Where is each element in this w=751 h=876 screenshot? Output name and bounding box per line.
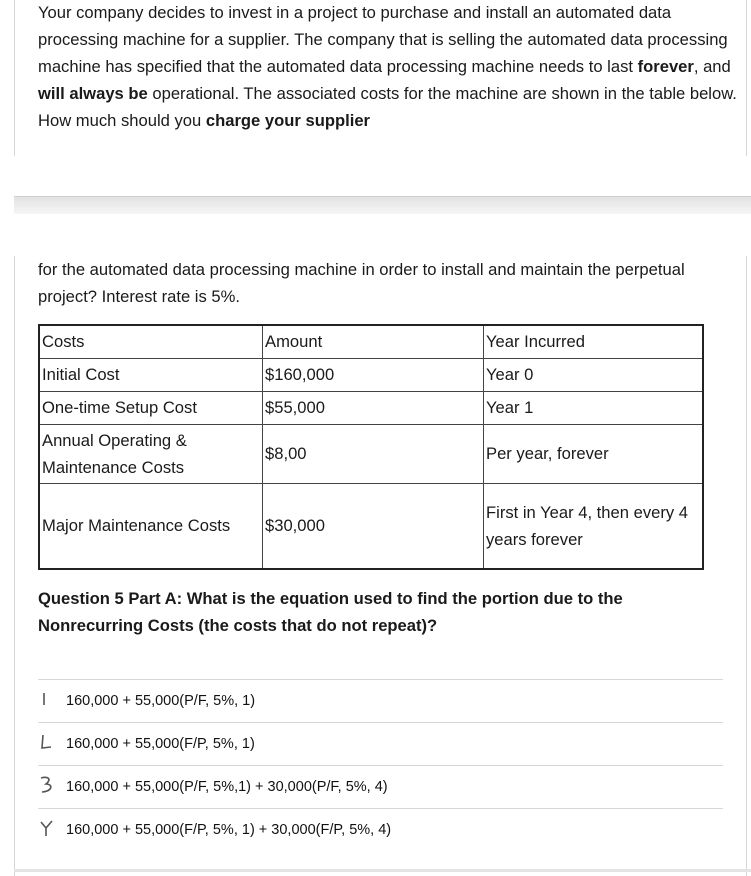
answer-option-4[interactable] [38, 808, 723, 851]
cell-cost: One-time Setup Cost [39, 391, 263, 424]
cell-amount: $160,000 [263, 358, 484, 391]
answer-option-2[interactable] [38, 722, 723, 765]
cell-year: Year 0 [484, 358, 704, 391]
table-row [39, 391, 703, 424]
table-row [39, 358, 703, 391]
intro-text-3: operational. The associated costs for the machine are shown in the table below. How much should you [38, 84, 737, 130]
handwritten-mark-4 [38, 817, 60, 844]
header-year-incurred: Year Incurred [484, 325, 704, 358]
intro-bold-charge: charge your supplier [205, 111, 371, 130]
answer-option-3[interactable] [38, 765, 723, 808]
answer-options [38, 679, 723, 851]
cell-year: Per year, forever [484, 424, 704, 483]
header-amount: Amount [263, 325, 484, 358]
header-costs: Costs [39, 325, 263, 358]
table-row [39, 424, 703, 483]
cell-amount: $55,000 [263, 391, 484, 424]
intro-paragraph [38, 0, 738, 134]
option-text: 160,000 + 55,000(F/P, 5%, 1) [66, 736, 255, 752]
table-header-row [39, 325, 703, 358]
intro-text-2: , and [693, 57, 731, 76]
continuation-paragraph: for the automated data processing machine in order to install and maintain the perpetual project? Interest rate is 5%. [38, 260, 685, 306]
option-text: 160,000 + 55,000(F/P, 5%, 1) + 30,000(F/P, 5%, 4) [66, 822, 392, 838]
intro-bold-forever: forever [637, 57, 694, 76]
handwritten-mark-2 [38, 732, 60, 757]
cell-cost: Initial Cost [39, 358, 263, 391]
handwritten-mark-3 [38, 774, 60, 801]
cell-cost: Annual Operating & Maintenance Costs [39, 424, 263, 483]
intro-bold-always: will always be [38, 84, 148, 103]
cell-cost: Major Maintenance Costs [39, 483, 263, 569]
intro-text-1: Your company decides to invest in a project to purchase and install an automated data processing machine for a supplier. The company that is selling the automated data processing machine has specified that the automated data processing machine needs to last [38, 3, 728, 76]
cell-year: Year 1 [484, 391, 704, 424]
cost-table [38, 324, 704, 570]
option-text: 160,000 + 55,000(P/F, 5%,1) + 30,000(P/F, 5%, 4) [66, 779, 388, 795]
handwritten-mark-1 [38, 689, 60, 714]
question-prompt: Question 5 Part A: What is the equation used to find the portion due to the Nonrecurring Costs (the costs that do not repeat)? [38, 589, 623, 635]
cell-amount: $30,000 [263, 483, 484, 569]
cell-year: First in Year 4, then every 4 years forever [484, 483, 704, 569]
table-row [39, 483, 703, 569]
section-divider [14, 196, 751, 214]
option-text: 160,000 + 55,000(P/F, 5%, 1) [66, 693, 256, 709]
cell-amount: $8,00 [263, 424, 484, 483]
answer-option-1[interactable] [38, 679, 723, 722]
